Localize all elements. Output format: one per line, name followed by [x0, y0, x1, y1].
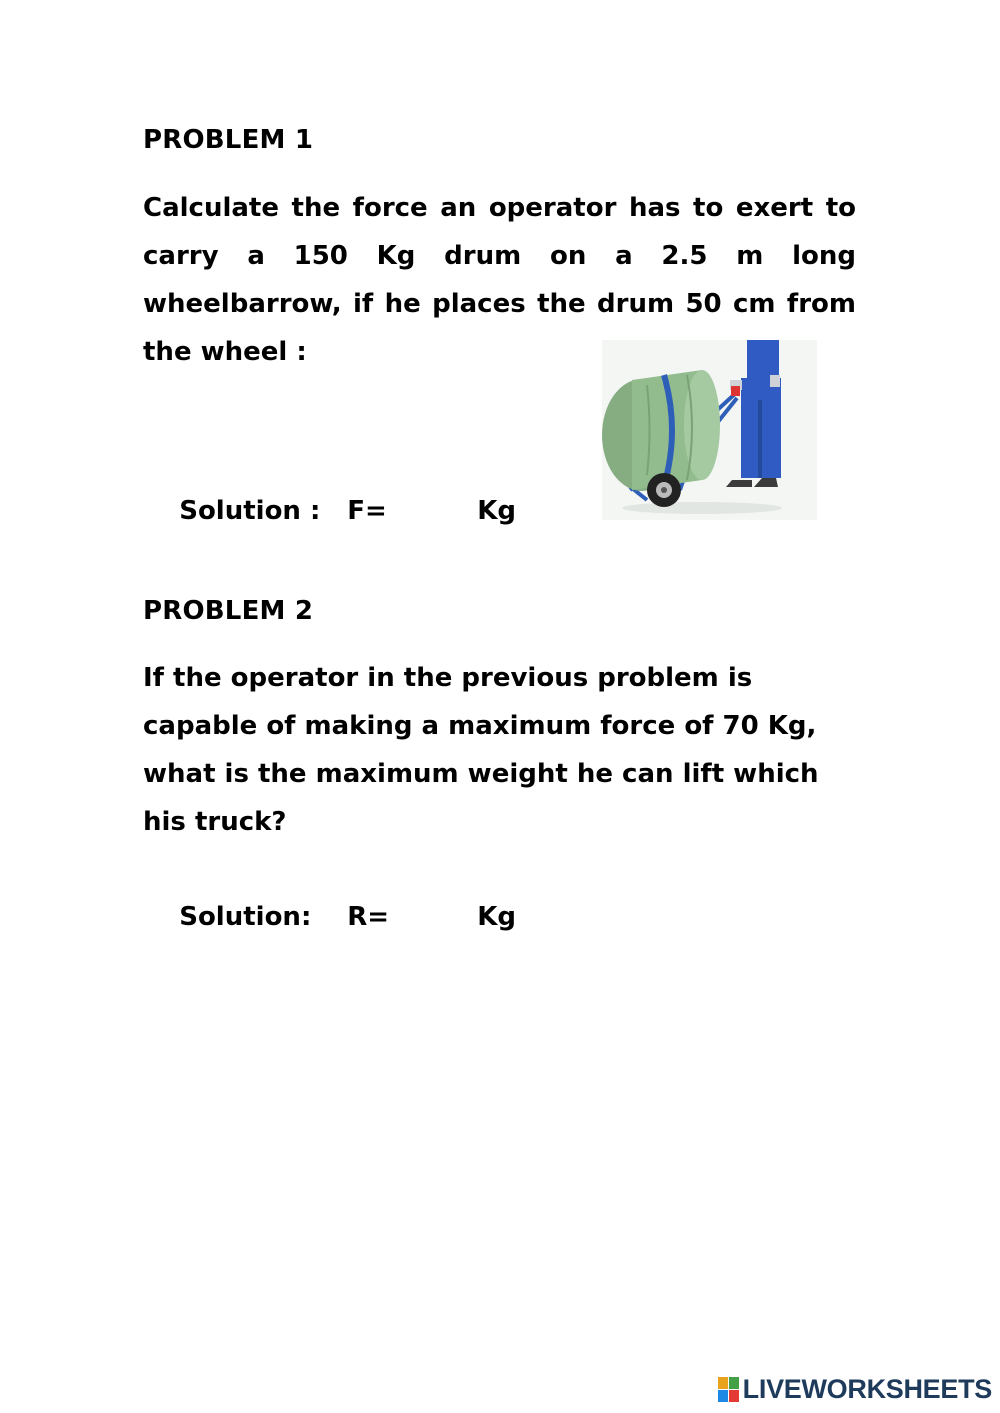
solution-variable: F= — [347, 496, 387, 526]
problem-2-heading: PROBLEM 2 — [143, 596, 314, 626]
wheel — [647, 473, 681, 507]
solution-variable: R= — [347, 902, 390, 932]
drum-truck-illustration — [602, 340, 817, 520]
liveworksheets-logo[interactable] — [718, 1374, 992, 1405]
problem-1-line-1: Calculate the force an operator has to exert to — [143, 193, 856, 223]
liveworksheets-logo-text: LIVEWORKSHEETS — [742, 1374, 992, 1404]
problem-2-line-1: If the operator in the previous problem is — [143, 663, 753, 693]
drum — [602, 370, 720, 491]
problem-1-line-3: wheelbarrow, if he places the drum 50 cm from — [143, 289, 856, 319]
problem-1-line-4: the wheel : — [143, 337, 307, 367]
operator — [726, 340, 781, 487]
solution-label: Solution: — [179, 902, 312, 932]
problem-2-line-3: what is the maximum weight he can lift which — [143, 759, 819, 789]
problem-2-text — [143, 654, 819, 846]
problem-1-solution — [143, 466, 516, 556]
solution-unit: Kg — [477, 902, 516, 932]
problem-1-heading: PROBLEM 1 — [143, 125, 314, 155]
problem-1-line-2: carry a 150 Kg drum on a 2.5 m long — [143, 241, 856, 271]
solution-unit: Kg — [477, 496, 516, 526]
solution-label: Solution : — [179, 496, 321, 526]
problem-2-line-4: his truck? — [143, 807, 287, 837]
drum-truck-drawing — [602, 340, 817, 520]
problem-2-solution — [143, 872, 516, 962]
liveworksheets-logo-icon — [718, 1377, 740, 1403]
problem-2-line-2: capable of making a maximum force of 70 Kg, — [143, 711, 817, 741]
